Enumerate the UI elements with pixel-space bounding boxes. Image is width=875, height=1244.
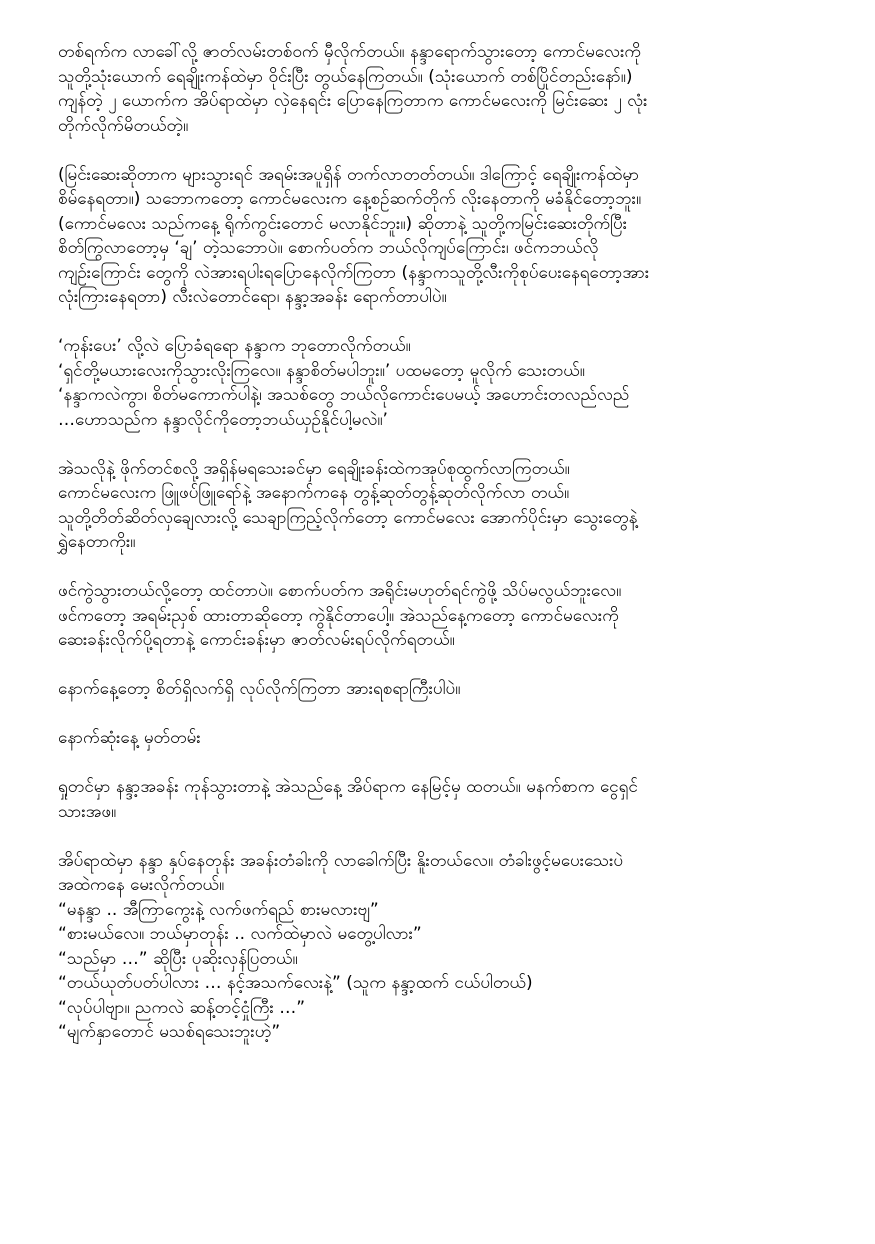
text-line: အဲသလိုနဲ့ ဖိုက်တင်စလို့ အရှိန်မရသေးခင်မှာ ရေချိုးခန်းထဲကအုပ်စုထွက်လာကြတယ်။ — [58, 458, 570, 479]
text-line: အိပ်ရာထဲမှာ နန္ဒာ နှပ်နေတုန်း အခန်းတံခါးကို လာခေါက်ပြီး နိူးတယ်လေ။ တံခါးဖွင့်မပေးသေးပဲ — [58, 850, 624, 871]
paragraph — [58, 163, 815, 310]
paragraph — [58, 579, 815, 653]
paragraph — [58, 457, 815, 555]
text-line: သူတို့သုံးယောက် ရေချိုးကန်ထဲမှာ ဝိုင်းပြီး တွယ်နေကြတယ်။ (သုံးယောက် တစ်ပြိုင်တည်းနော်။) — [58, 66, 633, 87]
text-line: …ဟောသည်က နန္ဒာလိုင်ကိုတော့ဘယ်ယှဉ်နိုင်ပါ့မလဲ။’ — [58, 409, 388, 430]
text-line: သူတို့တိတ်ဆိတ်လှချေလားလို့ သေချာကြည့်လိုက်တော့ ကောင်မလေး အောက်ပိုင်းမှာ သွေးတွေနဲ့ — [58, 507, 638, 528]
text-line: သားအဖ။ — [58, 801, 117, 822]
paragraph — [58, 775, 815, 824]
document-body — [58, 40, 815, 1045]
text-line: ရွှဲနေတာကိုး။ — [58, 532, 136, 552]
text-line: ဖင်ကတော့ အရမ်းညှစ် ထားတာဆိုတော့ ကွဲနိုင်တာပေါ့။ အဲသည်နေ့ကတော့ ကောင်မလေးကို — [58, 605, 619, 626]
text-line: ‘နန္ဒာကလဲကွာ၊ စိတ်မကောက်ပါနဲ့၊ အသစ်တွေ ဘယ်လိုကောင်းပေမယ့် အဟောင်းတလည်လည် — [58, 385, 630, 405]
text-line: ရှုတင်မှာ နန္ဒာ့အခန်း ကုန်သွားတာနဲ့ အဲသည်နေ့ အိပ်ရာက နေမြင့်မှ ထတယ်။ မနက်စာက ငွေရှင် — [58, 777, 638, 797]
text-line: ကျဉ်းကြောင်း တွေကို လဲအားရပါးရပြောနေလိုက်ကြတာ (နန္ဒာကသူတို့လီးကိုစုပ်ပေးနေရတော့အား — [58, 262, 650, 283]
paragraph — [58, 849, 815, 1045]
text-line: (မြင်းဆေးဆိုတာက များသွားရင် အရမ်းအပူရှိန် တက်လာတတ်တယ်။ ဒါကြောင့် ရေချိုးကန်ထဲမှာ — [58, 164, 640, 185]
text-line: “စားမယ်လေ။ ဘယ်မှာတုန်း .. လက်ထဲမှာလဲ မတွေ့ပါလား” — [58, 924, 422, 944]
text-line: ဆေးခန်းလိုက်ပို့ရတာနဲ့ ကောင်းခန်းမှာ ဇာတ်လမ်းရပ်လိုက်ရတယ်။ — [58, 630, 455, 650]
text-line: ကျန်တဲ့ ၂ ယောက်က အိပ်ရာထဲမှာ လှဲနေရင်း ပြောနေကြတာက ကောင်မလေးကို မြင်းဆေး ၂ လုံး — [58, 91, 648, 111]
text-line: စိမ်နေရတာ။) သဘောကတော့ ကောင်မလေးက နေ့စဉ်ဆက်တိုက် လိုးနေတာကို မခံနိုင်တော့ဘူး။ — [58, 189, 642, 209]
text-line: တစ်ရက်က လာခေါ်လို့ ဇာတ်လမ်းတစ်ဝက် မှီလိုက်တယ်။ နန္ဒာရောက်သွားတော့ ကောင်မလေးကို — [58, 42, 642, 62]
text-line: “လုပ်ပါဗျာ။ ညကလဲ ဆန့်တင့်ငှုံကြီး …” — [58, 997, 306, 1018]
paragraph — [58, 334, 815, 432]
paragraph — [58, 40, 815, 138]
text-line: နောက်နေ့တော့ စိတ်ရှိလက်ရှိ လုပ်လိုက်ကြတာ အားရစရာကြီးပါပဲ။ — [58, 679, 461, 699]
text-line: ‘ရှင်တို့မယားလေးကိုသွားလိုးကြလေ။ နန္ဒာစိတ်မပါဘူး။’ ပထမတော့ မူလိုက် သေးတယ်။ — [58, 360, 585, 381]
text-line: ဖင်ကွဲသွားတယ်လို့တော့ ထင်တာပဲ။ စောက်ပတ်က အရိုင်းမဟုတ်ရင်ကွဲဖို့ သိပ်မလွယ်ဘူးလေ။ — [58, 581, 622, 601]
text-line: “မျက်နှာတောင် မသစ်ရသေးဘူးဟဲ့” — [58, 1022, 281, 1042]
text-line: “တယ်ယုတ်ပတ်ပါလား … နင့်အသက်လေးနဲ့” (သူက နန္ဒာ့ထက် ငယ်ပါတယ်) — [58, 973, 533, 993]
text-line: ‘ကုန်းပေး’ လို့လဲ ပြောခံရရော နန္ဒာက ဘုတောလိုက်တယ်။ — [58, 336, 411, 356]
text-line: လုံးကြားနေရတာ) လီးလဲတောင်ရော၊ နန္ဒာ့အခန်း ရောက်တာပါပဲ။ — [58, 287, 447, 307]
text-line: “သည်မှာ …” ဆိုပြီး ပုဆိုးလှန်ပြတယ်။ — [58, 948, 298, 969]
text-line: တိုက်လိုက်မိတယ်တဲ့။ — [58, 115, 189, 136]
paragraph — [58, 726, 815, 751]
text-line: နောက်ဆုံးနေ့ မှတ်တမ်း — [58, 728, 201, 748]
text-line: “မနန္ဒာ .. အီကြာကွေးနဲ့ လက်ဖက်ရည် စားမလားဗျ” — [58, 899, 379, 920]
text-line: စိတ်ကြွလာတော့မှ ‘ချ’ တဲ့သဘောပဲ။ စောက်ပတ်က ဘယ်လိုကျပ်ကြောင်း၊ ဖင်ကဘယ်လို — [58, 238, 599, 258]
text-line: အထဲကနေ မေးလိုက်တယ်။ — [58, 875, 225, 895]
text-line: ကောင်မလေးက ဖြူဖပ်ဖြူရော်နဲ့ အနောက်ကနေ တွန့်ဆုတ်တွန့်ဆုတ်လိုက်လာ တယ်။ — [58, 483, 570, 503]
paragraph — [58, 677, 815, 702]
text-line: (ကောင်မလေး သည်ကနေ့ ရိုက်ကွင်းတောင် မလာနိုင်ဘူး။) ဆိုတာနဲ့ သူတို့ကမြင်းဆေးတိုက်ပြီး — [58, 213, 628, 234]
